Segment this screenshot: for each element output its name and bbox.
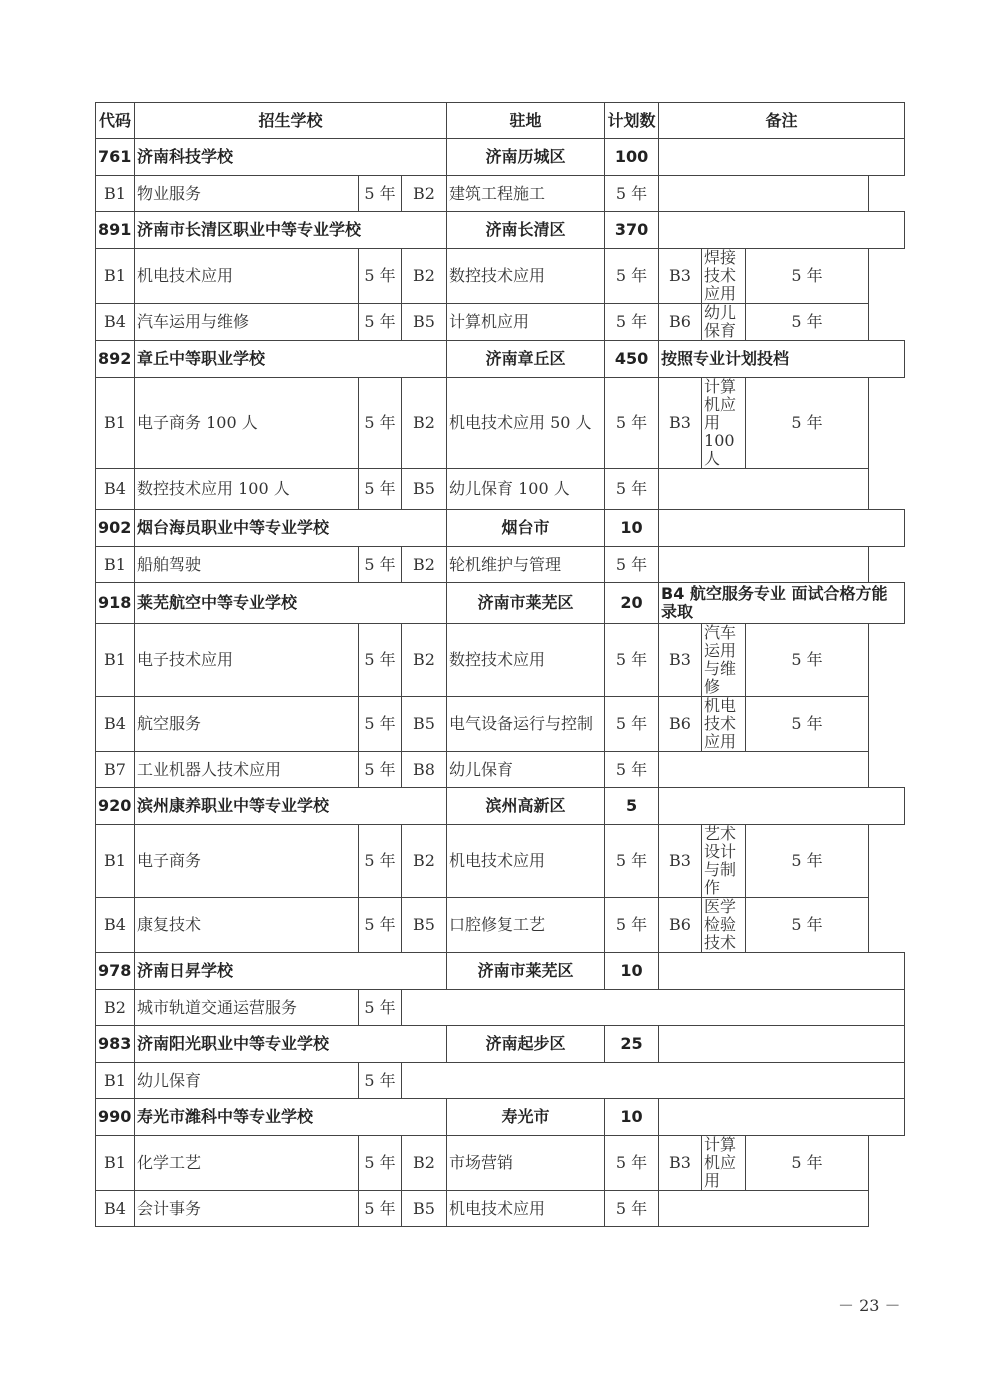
school-plan: 5	[605, 788, 659, 825]
school-code: 990	[96, 1099, 135, 1136]
major-duration: 5 年	[605, 249, 659, 304]
school-code: 978	[96, 953, 135, 990]
major-code: B2	[402, 176, 447, 212]
school-row	[96, 1026, 905, 1063]
school-location: 济南起步区	[447, 1026, 605, 1063]
major-duration: 5 年	[605, 825, 659, 898]
major-code: B2	[96, 990, 135, 1026]
major-name: 幼儿保育	[447, 752, 605, 788]
major-code: B2	[402, 547, 447, 583]
major-name: 机电技术应用	[702, 697, 746, 752]
major-code: B4	[96, 469, 135, 510]
major-duration: 5 年	[359, 547, 402, 583]
major-duration: 5 年	[359, 898, 402, 953]
school-remarks: B4 航空服务专业 面试合格方能录取	[659, 583, 905, 624]
school-location: 济南长清区	[447, 212, 605, 249]
major-name: 康复技术	[135, 898, 359, 953]
major-code: B5	[402, 1191, 447, 1227]
school-name: 滨州康养职业中等专业学校	[135, 788, 447, 825]
school-row	[96, 510, 905, 547]
major-name: 计算机应用	[447, 304, 605, 341]
school-remarks	[659, 1099, 905, 1136]
major-name: 艺术设计与制作	[702, 825, 746, 898]
major-code: B8	[402, 752, 447, 788]
header-school: 招生学校	[135, 103, 447, 139]
major-name: 幼儿保育	[135, 1063, 359, 1099]
major-duration: 5 年	[359, 990, 402, 1026]
major-row	[96, 1191, 905, 1227]
school-name: 烟台海员职业中等专业学校	[135, 510, 447, 547]
school-location: 烟台市	[447, 510, 605, 547]
major-duration: 5 年	[359, 697, 402, 752]
major-duration: 5 年	[359, 624, 402, 697]
major-row	[96, 1136, 905, 1191]
major-row	[96, 697, 905, 752]
school-name: 莱芜航空中等专业学校	[135, 583, 447, 624]
school-row	[96, 139, 905, 176]
major-duration: 5 年	[746, 1136, 869, 1191]
major-code: B1	[96, 1063, 135, 1099]
major-name: 物业服务	[135, 176, 359, 212]
page-number: － 23 －	[838, 1296, 901, 1315]
major-duration: 5 年	[359, 1191, 402, 1227]
major-name: 汽车运用与维修	[702, 624, 746, 697]
major-code: B5	[402, 898, 447, 953]
table-body	[96, 139, 905, 1227]
major-row	[96, 176, 905, 212]
major-row	[96, 898, 905, 953]
major-duration: 5 年	[746, 825, 869, 898]
major-row	[96, 752, 905, 788]
school-plan: 20	[605, 583, 659, 624]
major-row	[96, 825, 905, 898]
major-name: 电子商务	[135, 825, 359, 898]
school-location: 济南历城区	[447, 139, 605, 176]
major-code: B1	[96, 624, 135, 697]
major-duration: 5 年	[605, 176, 659, 212]
school-code: 892	[96, 341, 135, 378]
school-name: 寿光市潍科中等专业学校	[135, 1099, 447, 1136]
major-name: 工业机器人技术应用	[135, 752, 359, 788]
major-row	[96, 547, 905, 583]
school-remarks: 按照专业计划投档	[659, 341, 905, 378]
major-duration: 5 年	[605, 469, 659, 510]
school-plan: 25	[605, 1026, 659, 1063]
school-row	[96, 212, 905, 249]
header-location: 驻地	[447, 103, 605, 139]
major-duration: 5 年	[746, 624, 869, 697]
major-code: B2	[402, 624, 447, 697]
school-row	[96, 583, 905, 624]
header-remarks: 备注	[659, 103, 905, 139]
major-duration: 5 年	[359, 176, 402, 212]
major-duration: 5 年	[359, 752, 402, 788]
major-name: 会计事务	[135, 1191, 359, 1227]
empty-cell	[402, 990, 905, 1026]
school-plan: 10	[605, 510, 659, 547]
school-code: 891	[96, 212, 135, 249]
empty-cell	[659, 1191, 869, 1227]
major-duration: 5 年	[359, 378, 402, 469]
major-duration: 5 年	[605, 898, 659, 953]
major-duration: 5 年	[605, 1136, 659, 1191]
major-code: B6	[659, 898, 702, 953]
major-code: B2	[402, 249, 447, 304]
school-name: 济南日昇学校	[135, 953, 447, 990]
major-code: B1	[96, 249, 135, 304]
major-duration: 5 年	[359, 1136, 402, 1191]
major-duration: 5 年	[359, 469, 402, 510]
major-name: 计算机应用	[702, 1136, 746, 1191]
major-name: 汽车运用与维修	[135, 304, 359, 341]
major-code: B2	[402, 825, 447, 898]
major-duration: 5 年	[746, 898, 869, 953]
school-code: 761	[96, 139, 135, 176]
major-row	[96, 990, 905, 1026]
school-code: 902	[96, 510, 135, 547]
major-duration: 5 年	[605, 547, 659, 583]
table-header-row	[96, 103, 905, 139]
major-name: 机电技术应用	[447, 1191, 605, 1227]
major-name: 数控技术应用	[447, 624, 605, 697]
major-code: B5	[402, 469, 447, 510]
major-name: 城市轨道交通运营服务	[135, 990, 359, 1026]
major-code: B4	[96, 304, 135, 341]
major-row	[96, 249, 905, 304]
school-row	[96, 1099, 905, 1136]
school-location: 滨州高新区	[447, 788, 605, 825]
school-remarks	[659, 139, 905, 176]
major-code: B2	[402, 1136, 447, 1191]
major-name: 幼儿保育 100 人	[447, 469, 605, 510]
empty-cell	[659, 469, 869, 510]
major-duration: 5 年	[746, 304, 869, 341]
major-code: B1	[96, 378, 135, 469]
major-code: B6	[659, 697, 702, 752]
empty-cell	[659, 752, 869, 788]
major-duration: 5 年	[359, 249, 402, 304]
major-code: B4	[96, 1191, 135, 1227]
school-remarks	[659, 788, 905, 825]
school-row	[96, 953, 905, 990]
major-duration: 5 年	[605, 378, 659, 469]
school-code: 918	[96, 583, 135, 624]
major-row	[96, 1063, 905, 1099]
school-remarks	[659, 953, 905, 990]
major-code: B7	[96, 752, 135, 788]
school-name: 济南市长清区职业中等专业学校	[135, 212, 447, 249]
major-duration: 5 年	[605, 624, 659, 697]
major-name: 轮机维护与管理	[447, 547, 605, 583]
major-duration: 5 年	[605, 1191, 659, 1227]
school-location: 济南市莱芜区	[447, 953, 605, 990]
major-code: B2	[402, 378, 447, 469]
school-remarks	[659, 212, 905, 249]
major-name: 电子技术应用	[135, 624, 359, 697]
major-name: 船舶驾驶	[135, 547, 359, 583]
major-name: 机电技术应用	[135, 249, 359, 304]
school-plan: 370	[605, 212, 659, 249]
major-row	[96, 304, 905, 341]
school-code: 920	[96, 788, 135, 825]
major-name: 数控技术应用 100 人	[135, 469, 359, 510]
major-code: B3	[659, 624, 702, 697]
admissions-table	[95, 102, 905, 1227]
school-name: 济南阳光职业中等专业学校	[135, 1026, 447, 1063]
school-name: 济南科技学校	[135, 139, 447, 176]
major-code: B1	[96, 1136, 135, 1191]
major-row	[96, 378, 905, 469]
school-code: 983	[96, 1026, 135, 1063]
major-code: B1	[96, 547, 135, 583]
major-code: B1	[96, 176, 135, 212]
major-name: 数控技术应用	[447, 249, 605, 304]
major-duration: 5 年	[746, 378, 869, 469]
major-name: 医学检验技术	[702, 898, 746, 953]
school-plan: 100	[605, 139, 659, 176]
header-code: 代码	[96, 103, 135, 139]
school-location: 寿光市	[447, 1099, 605, 1136]
major-code: B6	[659, 304, 702, 341]
school-remarks	[659, 510, 905, 547]
major-code: B3	[659, 249, 702, 304]
major-name: 建筑工程施工	[447, 176, 605, 212]
major-duration: 5 年	[605, 697, 659, 752]
major-name: 航空服务	[135, 697, 359, 752]
major-name: 幼儿保育	[702, 304, 746, 341]
major-duration: 5 年	[605, 752, 659, 788]
major-name: 电气设备运行与控制	[447, 697, 605, 752]
major-name: 市场营销	[447, 1136, 605, 1191]
school-location: 济南章丘区	[447, 341, 605, 378]
school-location: 济南市莱芜区	[447, 583, 605, 624]
empty-cell	[659, 176, 869, 212]
major-code: B5	[402, 304, 447, 341]
school-row	[96, 341, 905, 378]
major-duration: 5 年	[359, 1063, 402, 1099]
major-code: B3	[659, 1136, 702, 1191]
major-name: 计算机应用 100 人	[702, 378, 746, 469]
header-plan: 计划数	[605, 103, 659, 139]
empty-cell	[659, 547, 869, 583]
major-code: B1	[96, 825, 135, 898]
school-plan: 10	[605, 953, 659, 990]
school-remarks	[659, 1026, 905, 1063]
school-plan: 450	[605, 341, 659, 378]
major-row	[96, 624, 905, 697]
major-code: B3	[659, 378, 702, 469]
major-duration: 5 年	[746, 249, 869, 304]
major-name: 电子商务 100 人	[135, 378, 359, 469]
major-name: 机电技术应用	[447, 825, 605, 898]
empty-cell	[402, 1063, 905, 1099]
major-duration: 5 年	[605, 304, 659, 341]
school-row	[96, 788, 905, 825]
major-code: B5	[402, 697, 447, 752]
major-name: 机电技术应用 50 人	[447, 378, 605, 469]
major-row	[96, 469, 905, 510]
major-duration: 5 年	[359, 825, 402, 898]
major-code: B4	[96, 898, 135, 953]
major-duration: 5 年	[359, 304, 402, 341]
major-duration: 5 年	[746, 697, 869, 752]
major-name: 口腔修复工艺	[447, 898, 605, 953]
major-code: B3	[659, 825, 702, 898]
school-plan: 10	[605, 1099, 659, 1136]
major-name: 焊接技术应用	[702, 249, 746, 304]
major-name: 化学工艺	[135, 1136, 359, 1191]
school-name: 章丘中等职业学校	[135, 341, 447, 378]
major-code: B4	[96, 697, 135, 752]
